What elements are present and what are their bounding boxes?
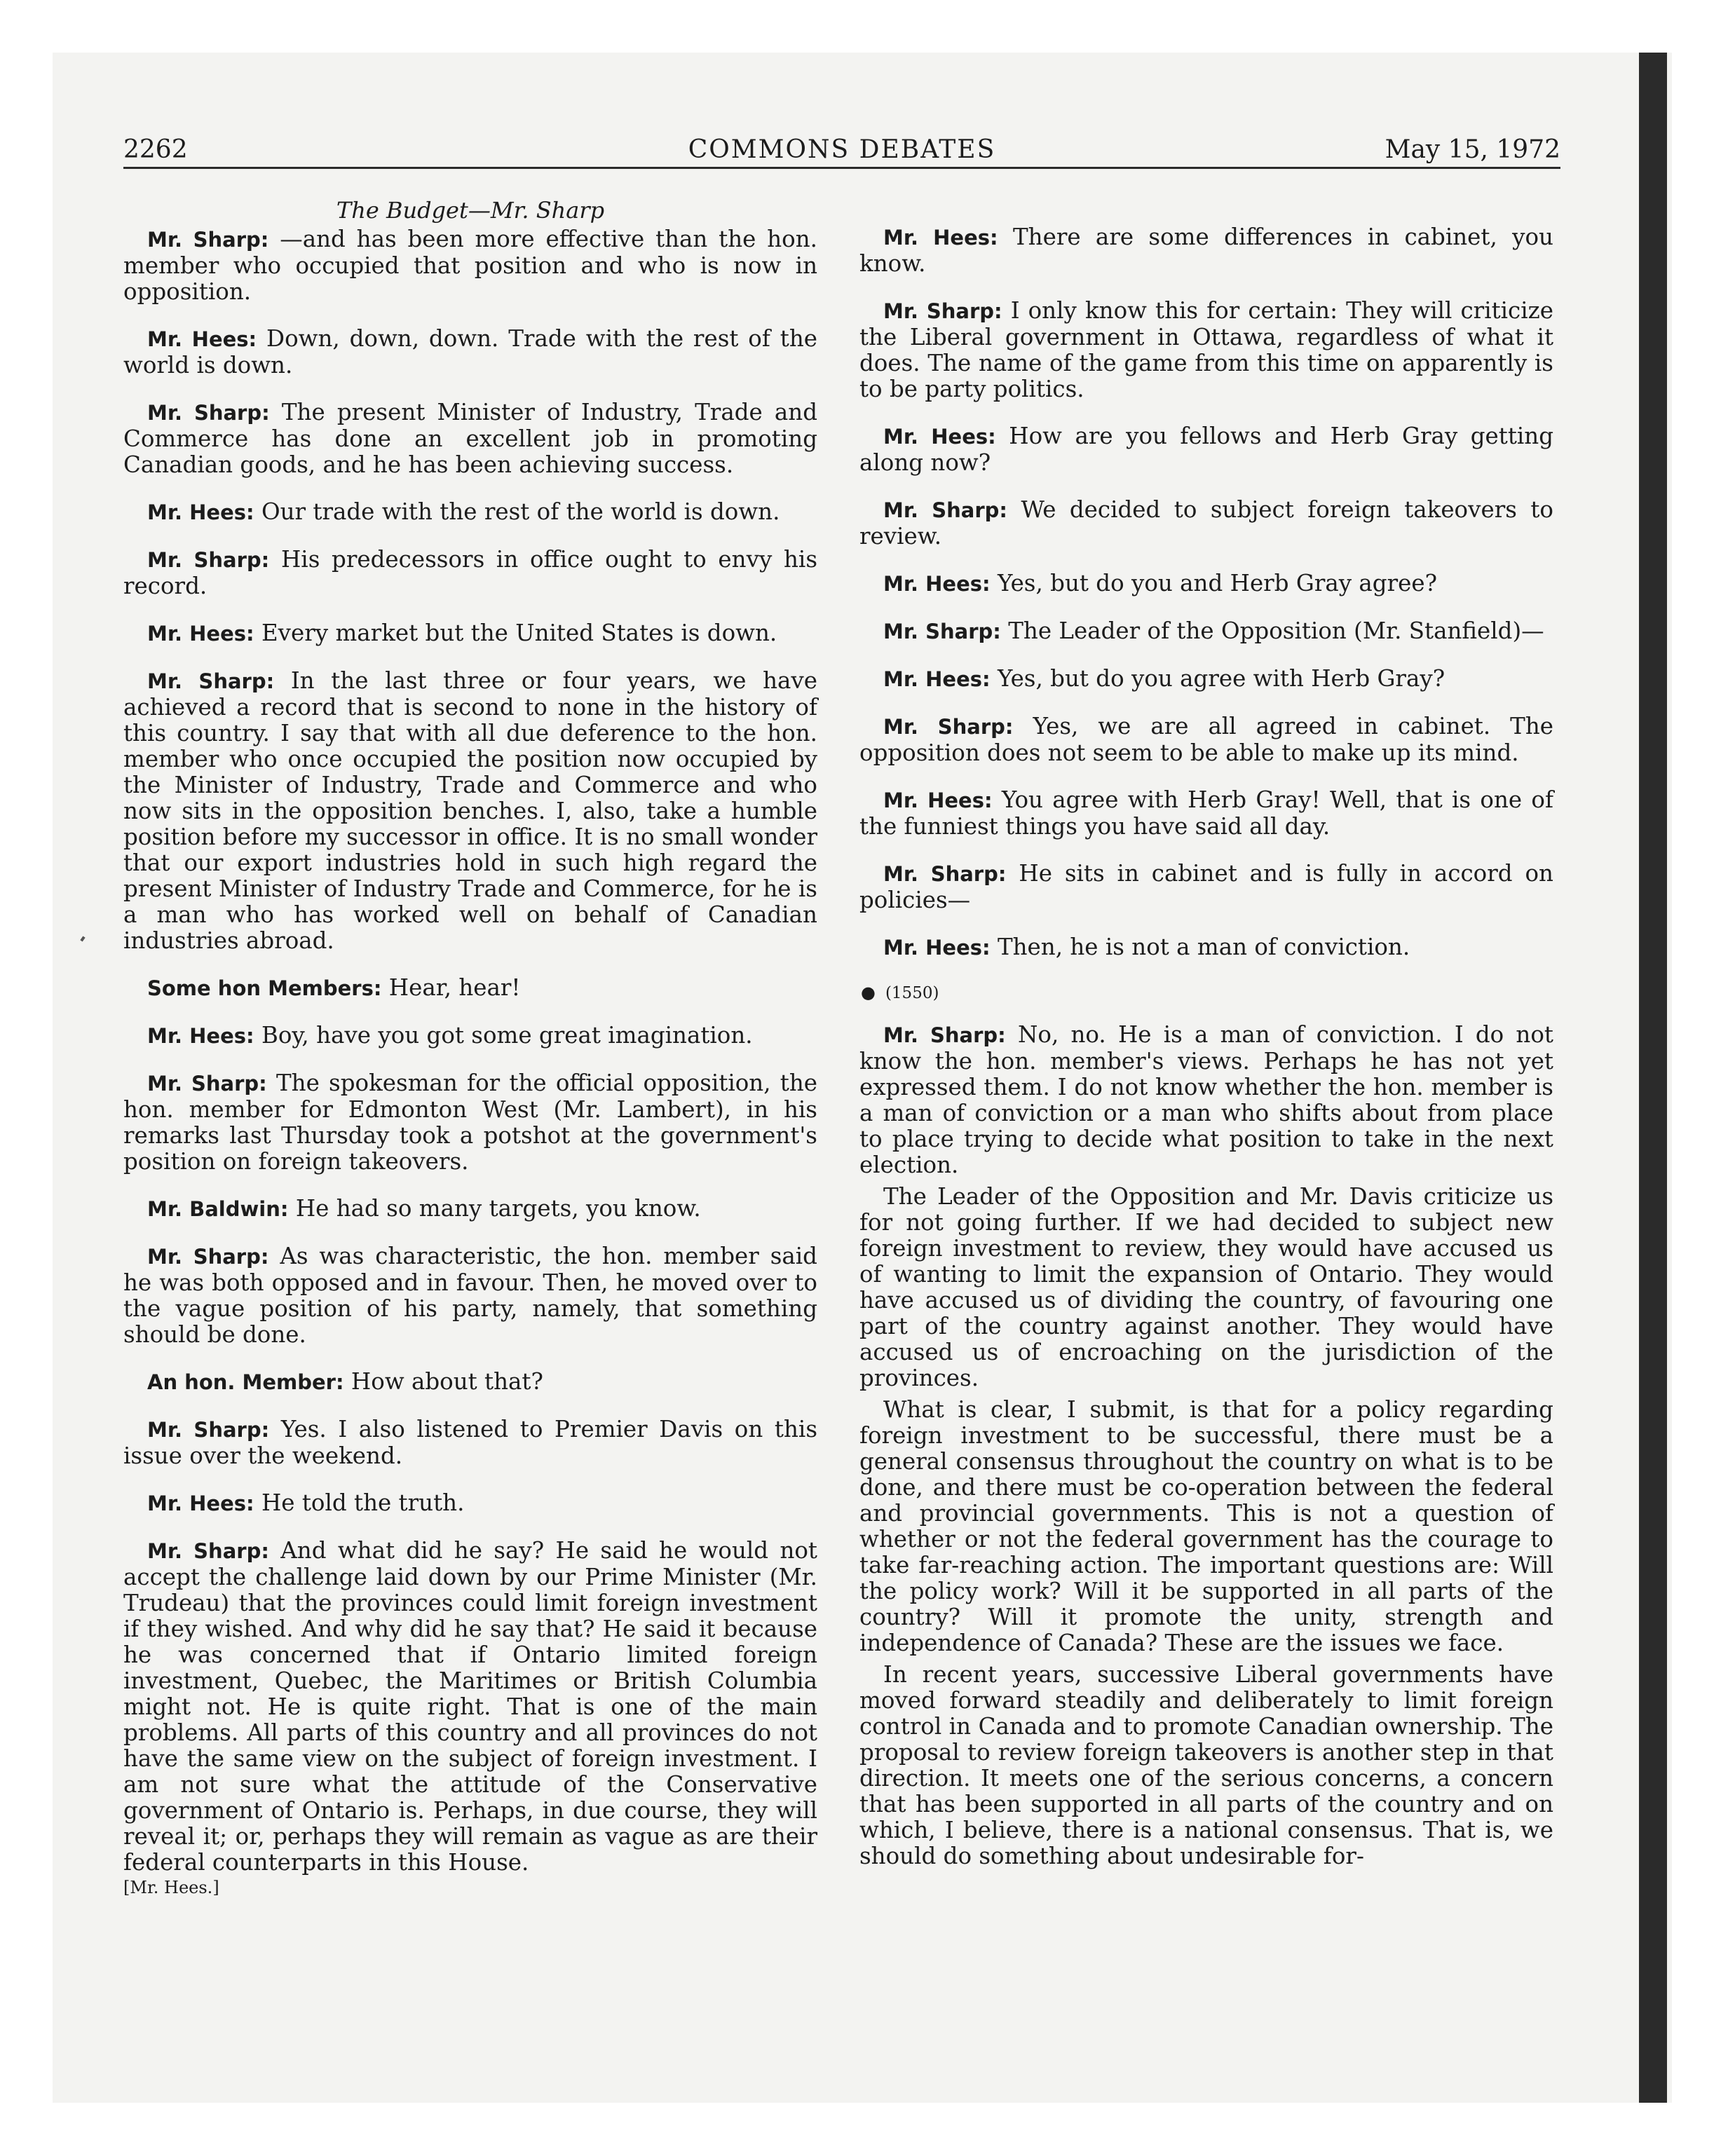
speaker-name: Mr. Sharp: [147, 669, 275, 693]
speech-text: Our trade with the rest of the world is down. [254, 498, 780, 525]
speech-text: The Leader of the Opposition (Mr. Stanfield)— [1000, 618, 1544, 644]
speech-paragraph [123, 668, 817, 954]
speech-text: Yes, we are all agreed in cabinet. The opposition does not seem to be able to make up its mind. [859, 713, 1554, 766]
speech-paragraph [859, 787, 1553, 840]
speaker-name: Mr. Sharp: [147, 1072, 267, 1096]
speech-paragraph [123, 326, 817, 378]
speaker-name: Mr. Sharp: [147, 548, 270, 572]
speaker-name: Mr. Hees: [883, 936, 991, 960]
speech-text: —and has been more effective than the hon. member who occupied that position and who is now in opposition. [123, 226, 817, 305]
speech-paragraph [859, 1022, 1553, 1178]
speech-text: No, no. He is a man of conviction. I do not know the hon. member's views. Perhaps he has not yet expressed them. I do not know whether the hon. member is a man of conviction or a man who shifts about from place to place trying to decide what position to take in the next election. [859, 1021, 1553, 1178]
speaker-name: Mr. Sharp: [883, 299, 1002, 323]
speech-text: We decided to subject foreign takeovers to review. [859, 496, 1553, 550]
speech-text: How are you fellows and Herb Gray getting along now? [859, 423, 1554, 476]
speech-paragraph [859, 224, 1553, 277]
speaker-name: Mr. Sharp: [147, 228, 269, 252]
speech-text: There are some differences in cabinet, you know. [859, 224, 1553, 277]
speech-text: Yes, but do you and Herb Gray agree? [990, 570, 1438, 596]
speech-paragraph [123, 499, 817, 526]
speaker-name: Mr. Sharp: [147, 1418, 270, 1442]
speech-paragraph [859, 497, 1553, 550]
speaker-name: An hon. Member: [147, 1370, 344, 1394]
speaker-name: Mr. Hees: [147, 1024, 254, 1048]
speech-paragraph [859, 1397, 1553, 1656]
speaker-name: Mr. Hees: [883, 789, 993, 812]
speech-paragraph [123, 547, 817, 599]
speaker-name: Mr. Hees: [883, 572, 991, 596]
speech-text: You agree with Herb Gray! Well, that is one of the funniest things you have said all day. [859, 786, 1553, 840]
left-column [123, 196, 817, 1897]
speech-text: In the last three or four years, we have achieved a record that is second to none in the history of this country. I say that with all due deference to the hon. member who once occupied the position now occupied by the Minister of Industry, Trade and Commerce and who now sits in the opposition benches. I, also, take a humble position before my successor in office. It is no small wonder that our export industries hold in such high regard the present Minister of Industry Trade and Commerce, for he is a man who has worked well on behalf of Canadian industries abroad. [123, 667, 817, 954]
speaker-name: Mr. Sharp: [883, 715, 1014, 739]
scan-edge-shadow [1639, 53, 1667, 2103]
speech-text: In recent years, successive Liberal governments have moved forward steadily and deliberately to limit foreign control in Canada and to promote Canadian ownership. The proposal to review foreign takeovers is another step in that direction. It meets one of the serious concerns, a concern that has been supported in all parts of the country and on which, I believe, there is a national consensus. That is, we should do something about undesirable for- [859, 1661, 1553, 1869]
speech-text: How about that? [343, 1368, 543, 1395]
speech-paragraph [859, 714, 1553, 766]
speech-text: I only know this for certain: They will criticize the Liberal government in Ottawa, regardless of what it does. The name of the game from this time on apparently is to be party politics. [859, 297, 1553, 402]
speech-paragraph [123, 1417, 817, 1469]
speaker-name: Mr. Sharp: [147, 1245, 269, 1269]
page-header [123, 135, 1560, 165]
speech-paragraph [859, 934, 1553, 961]
speaker-name: Mr. Sharp: [883, 862, 1007, 886]
speech-text: The Leader of the Opposition and Mr. Davis criticize us for not going further. If we had decided to subject new foreign investment to review, they would have accused us of wanting to limit the expansion of Ontario. They would have accused us of dividing the country, of favouring one part of the country against another. They would have accused us of encroaching on the jurisdiction of the provinces. [859, 1183, 1553, 1391]
footer-note: [Mr. Hees.] [123, 1878, 219, 1897]
speech-paragraph [123, 975, 817, 1002]
speech-paragraph [123, 1023, 817, 1049]
speech-paragraph [123, 1490, 817, 1517]
speech-paragraph [123, 1538, 817, 1876]
speech-text: What is clear, I submit, is that for a policy regarding foreign investment to be successful, there must be a general consensus throughout the country on what is to be done, and there must be co-operation between the federal and provincial governments. This is not a question of whether or not the federal government has the courage to take far-reaching action. The important questions are: Will the policy work? Will it be supported in all parts of the country? Will it promote the unity, strength and independence of Canada? These are the issues we face. [859, 1396, 1553, 1656]
speaker-name: Mr. Hees: [883, 226, 998, 250]
speech-paragraph [859, 1184, 1553, 1391]
left-paragraph-list [123, 226, 817, 1876]
speech-paragraph [123, 400, 817, 478]
speech-text: He sits in cabinet and is fully in accord on policies— [859, 860, 1553, 913]
speech-text: The present Minister of Industry, Trade and Commerce has done an excellent job in promoting Canadian goods, and he has been achieving success. [123, 399, 817, 478]
speech-text: Boy, have you got some great imagination. [254, 1022, 753, 1049]
speech-text: Yes. I also listened to Premier Davis on this issue over the weekend. [123, 1416, 817, 1469]
page-date: May 15, 1972 [1384, 135, 1560, 164]
speech-paragraph [123, 1070, 817, 1175]
speaker-name: Some hon Members: [147, 976, 382, 1000]
running-title: The Budget—Mr. Sharp [336, 197, 605, 224]
speech-text: Hear, hear! [381, 974, 521, 1001]
speaker-name: Mr. Sharp: [147, 1539, 269, 1563]
speech-text: He told the truth. [254, 1489, 465, 1516]
right-paragraph-list-b [859, 1022, 1553, 1869]
speech-paragraph [123, 1243, 817, 1348]
speech-text: As was characteristic, the hon. member said he was both opposed and in favour. Then, he moved over to the vague position of his party, namely, that something should be done. [123, 1243, 817, 1348]
speaker-name: Mr. Sharp: [883, 498, 1008, 522]
speech-text: The spokesman for the official opposition, the hon. member for Edmonton West (Mr. Lambert), in his remarks last Thursday took a potshot at the government's position on foreign takeovers. [123, 1070, 817, 1175]
speaker-name: Mr. Hees: [147, 1492, 254, 1515]
page-number: 2262 [123, 135, 188, 164]
speaker-name: Mr. Hees: [147, 622, 254, 646]
speech-text: His predecessors in office ought to envy his record. [123, 546, 817, 599]
speech-paragraph [123, 1369, 817, 1396]
speaker-name: Mr. Hees: [883, 425, 996, 449]
speech-paragraph [123, 226, 817, 305]
speaker-name: Mr. Sharp: [883, 1023, 1006, 1047]
right-paragraph-list-a [859, 224, 1553, 961]
speech-paragraph [123, 1196, 817, 1222]
speaker-name: Mr. Baldwin: [147, 1197, 289, 1221]
speech-text: He had so many targets, you know. [288, 1195, 701, 1222]
speaker-name: Mr. Hees: [147, 327, 257, 351]
publication-title: COMMONS DEBATES [688, 135, 996, 164]
speech-paragraph [123, 620, 817, 647]
speaker-name: Mr. Sharp: [147, 401, 270, 425]
speech-paragraph [859, 423, 1553, 476]
right-column [859, 224, 1553, 1890]
speech-text: Yes, but do you agree with Herb Gray? [990, 665, 1445, 692]
speech-paragraph [859, 666, 1553, 692]
speaker-name: Mr. Sharp: [883, 620, 1001, 643]
speech-paragraph [859, 1662, 1553, 1869]
speaker-name: Mr. Hees: [147, 500, 254, 524]
timestamp-text: (1550) [885, 984, 939, 1002]
speech-paragraph [859, 298, 1553, 402]
speech-text: Then, he is not a man of conviction. [990, 934, 1410, 960]
speech-paragraph [859, 618, 1553, 645]
speech-text: Down, down, down. Trade with the rest of the world is down. [123, 325, 817, 378]
speech-text: And what did he say? He said he would not accept the challenge laid down by our Prime Minister (Mr. Trudeau) that the provinces could limit foreign investment if they wished. And why did he say that? He said it because he was concerned that if Ontario limited foreign investment, Quebec, the Maritimes or British Columbia might not. He is quite right. That is one of the main problems. All parts of this country and all provinces do not have the same view on the subject of foreign investment. I am not sure what the attitude of the Conservative government of Ontario is. Perhaps, in due course, they will reveal it; or, perhaps they will remain as vague as are their federal counterparts in this House. [123, 1537, 817, 1876]
speech-text: Every market but the United States is down. [254, 620, 777, 646]
speech-paragraph [859, 861, 1553, 913]
speaker-name: Mr. Hees: [883, 667, 991, 691]
header-rule [123, 167, 1560, 169]
speech-paragraph [859, 571, 1553, 597]
timestamp [861, 982, 1553, 1004]
bullet-icon: ● [861, 983, 876, 1002]
